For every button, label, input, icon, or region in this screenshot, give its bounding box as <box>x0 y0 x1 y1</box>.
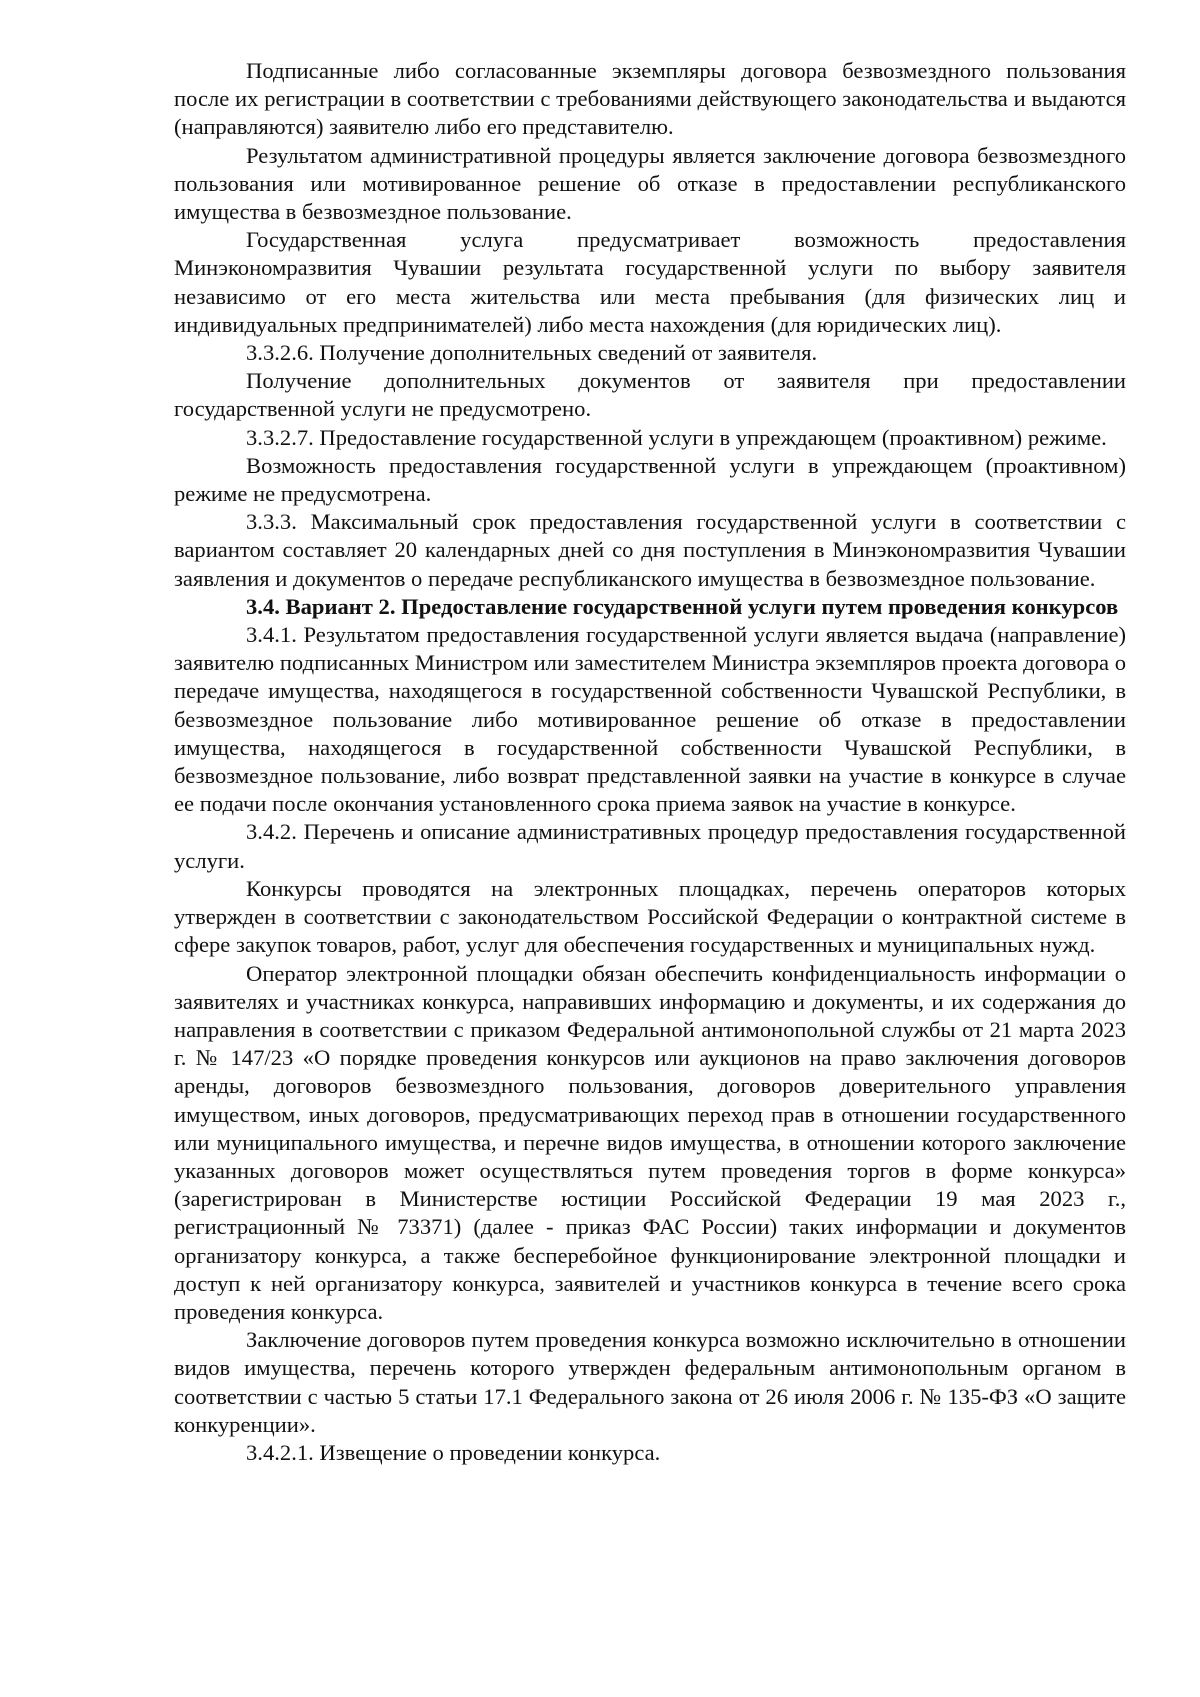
paragraph-electronic-platforms: Конкурсы проводятся на электронных площадках, перечень операторов которых утвержден в соответствии с законодательством Российской Федерации о контрактной системе в сфере закупок товаров, работ, услуг для обеспечения государственных и муниципальных нужд. <box>174 875 1126 958</box>
paragraph-3-4-2-procedures: 3.4.2. Перечень и описание административных процедур предоставления государственной услуги. <box>174 819 1126 873</box>
paragraph-3-3-2-7-heading: 3.3.2.7. Предоставление государственной услуги в упреждающем (проактивном) режиме. <box>246 424 1107 450</box>
paragraph-contract-conclusion: Заключение договоров путем проведения конкурса возможно исключительно в отношении видов имущества, перечень которого утвержден федеральным антимонопольным органом в соответствии с частью 5 статьи 17.1 Федерального закона от 26 июля 2006 г. № 135-ФЗ «О защите конкуренции». <box>174 1327 1126 1437</box>
paragraph-result-delivery-option: Государственная услуга предусматривает возможность предоставления Минэкономразвития Чувашии результата государственной услуги по выбору заявителя независимо от его места жительства или места пребывания (для физических лиц и индивидуальных предпринимателей) либо места нахождения (для юридических лиц). <box>174 227 1126 337</box>
paragraph-3-3-2-6-heading: 3.3.2.6. Получение дополнительных сведений от заявителя. <box>246 340 818 366</box>
paragraph-3-3-3-max-term: 3.3.3. Максимальный срок предоставления государственной услуги в соответствии с вариантом составляет 20 календарных дней со дня поступления в Минэкономразвития Чувашии заявления и документов о передаче республиканского имущества в безвозмездное пользование. <box>174 509 1126 591</box>
paragraph-proactive-mode: Возможность предоставления государственной услуги в упреждающем (проактивном) режиме не предусмотрена. <box>174 452 1126 507</box>
paragraph-procedure-result: Результатом административной процедуры является заключение договора безвозмездного пользования или мотивированное решение об отказе в предоставлении республиканского имущества в безвозмездное пользование. <box>174 142 1126 225</box>
paragraph-platform-operator: Оператор электронной площадки обязан обеспечить конфиденциальность информации о заявителях и участниках конкурса, направивших информацию и документы, и их содержания до направления в соответствии с приказом Федеральной антимонопольной службы от 21 марта 2023 г. № 147/23 «О порядке проведения конкурсов или аукционов на право заключения договоров аренды, договоров безвозмездного пользования, договоров доверительного управления имуществом, иных договоров, предусматривающих переход прав в отношении государственного или муниципального имущества, и перечне видов имущества, в отношении которого заключение указанных договоров может осуществляться путем проведения торгов в форме конкурса» (зарегистрирован в Министерстве юстиции Российской Федерации 19 мая 2023 г., регистрационный № 73371) (далее - приказ ФАС России) таких информации и документов организатору конкурса, а также бесперебойное функционирование электронной площадки и доступ к ней организатору конкурса, заявителей и участников конкурса в течение всего срока проведения конкурса. <box>174 960 1126 1324</box>
paragraph-3-4-1-result: 3.4.1. Результатом предоставления государственной услуги является выдача (направление) заявителю подписанных Министром или заместителем Министра экземпляров проекта договора о передаче имущества, находящегося в государственной собственности Чувашской Республики, в безвозмездное пользование либо мотивированное решение об отказе в предоставлении имущества, находящегося в государственной собственности Чувашской Республики, в безвозмездное пользование, либо возврат представленной заявки на участие в конкурсе в случае ее подачи после окончания установленного срока приема заявок на участие в конкурсе. <box>174 622 1126 817</box>
paragraph-signed-copies: Подписанные либо согласованные экземпляры договора безвозмездного пользования после их регистрации в соответствии с требованиями действующего законодательства и выдаются (направляются) заявителю либо его представителю. <box>174 58 1126 140</box>
section-3-4-heading: 3.4. Вариант 2. Предоставление государственной услуги путем проведения конкурсов <box>246 593 1119 619</box>
paragraph-3-4-2-1-heading: 3.4.2.1. Извещение о проведении конкурса. <box>246 1439 661 1465</box>
document-page <box>174 57 1126 1467</box>
paragraph-additional-documents: Получение дополнительных документов от заявителя при предоставлении государственной услуги не предусмотрено. <box>174 368 1126 422</box>
